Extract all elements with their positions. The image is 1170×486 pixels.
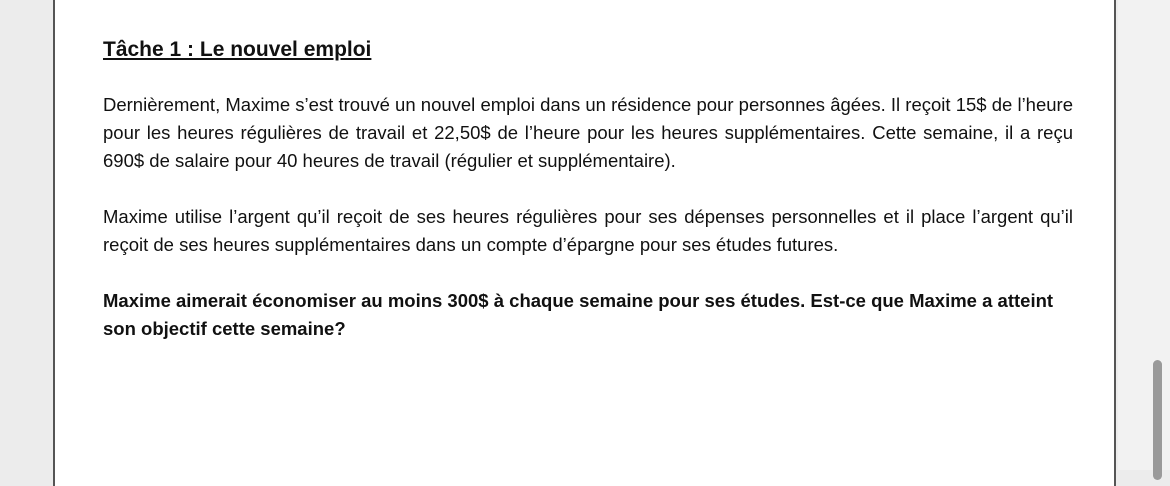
- document-page: [53, 0, 1116, 486]
- question-text: Maxime aimerait économiser au moins 300$ à chaque semaine pour ses études. Est-ce que Maxime a atteint son objectif cette semaine?: [103, 290, 1054, 339]
- task-title: Tâche 1 : Le nouvel emploi: [103, 38, 372, 61]
- paragraph-money-usage: Maxime utilise l’argent qu’il reçoit de ses heures régulières pour ses dépenses personnelles et il place l’argent qu’il reçoit de ses heures supplémentaires dans un compte d’épargne pour ses études futures.: [103, 206, 1073, 255]
- paragraph-job-description: Dernièrement, Maxime s’est trouvé un nouvel emploi dans un résidence pour personnes âgées. Il reçoit 15$ de l’heure pour les heures régulières de travail et 22,50$ de l’heure pour les heures supplémentaires. Cette semaine, il a reçu 690$ de salaire pour 40 heures de travail (régulier et supplémentaire).: [103, 94, 1073, 171]
- scrollbar-thumb[interactable]: [1153, 360, 1162, 480]
- document-content: [103, 36, 1073, 343]
